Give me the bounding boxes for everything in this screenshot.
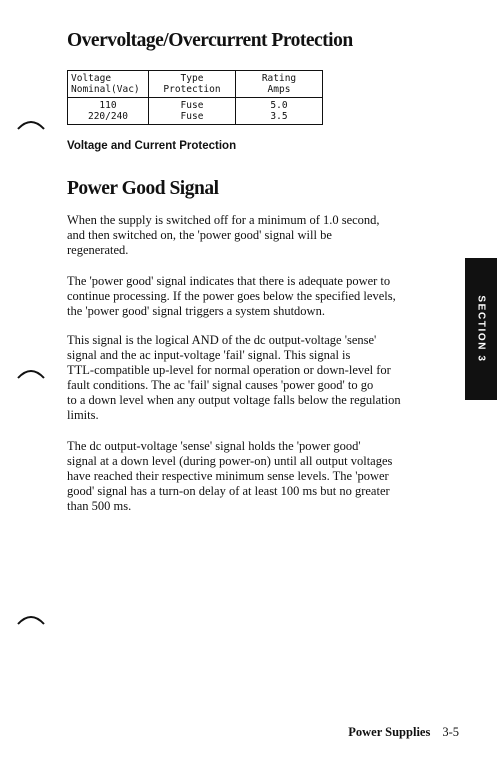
text-line: TTL-compatible up-level for normal operation or down-level for — [67, 363, 391, 377]
text-line: signal and the ac input-voltage 'fail' signal. This signal is — [67, 348, 351, 362]
table-caption: Voltage and Current Protection — [67, 140, 237, 152]
text-line: When the supply is switched off for a minimum of 1.0 second, — [67, 213, 380, 227]
text-line: The 'power good' signal indicates that there is adequate power to — [67, 274, 391, 288]
text-line: have reached their respective minimum sense levels. The 'power — [67, 469, 389, 483]
binder-hole-mark — [16, 612, 46, 626]
text-line: The dc output-voltage 'sense' signal holds the 'power good' — [67, 439, 361, 453]
section-tab — [465, 258, 497, 400]
cell-voltage: 110 220/240 — [68, 98, 149, 125]
table-header-row — [68, 71, 323, 98]
text-line: This signal is the logical AND of the dc output-voltage 'sense' — [67, 333, 377, 347]
text-line: the 'power good' signal triggers a system shutdown. — [67, 304, 325, 318]
text-line: limits. — [67, 408, 99, 422]
text-line: and then switched on, the 'power good' signal will be — [67, 228, 332, 242]
cell-type: Fuse Fuse — [149, 98, 236, 125]
text-line: continue processing. If the power goes below the specified levels, — [67, 289, 396, 303]
section-title-protection: Overvoltage/Overcurrent Protection — [67, 30, 353, 51]
binder-hole-mark — [16, 117, 46, 131]
section-title-power-good: Power Good Signal — [67, 178, 219, 199]
column-header-rating: Rating Amps — [236, 71, 323, 98]
table-row — [68, 98, 323, 125]
paragraph-logical-and — [67, 333, 467, 423]
text-line: fault conditions. The ac 'fail' signal causes 'power good' to go — [67, 378, 374, 392]
page-footer — [348, 725, 459, 740]
text-line: signal at a down level (during power-on) until all output voltages — [67, 454, 393, 468]
paragraph-regeneration — [67, 213, 467, 258]
paragraph-sense-signal — [67, 439, 467, 514]
footer-chapter-title: Power Supplies — [348, 725, 431, 739]
column-header-voltage: Voltage Nominal(Vac) — [68, 71, 149, 98]
page-number: 3-5 — [442, 725, 459, 739]
binder-hole-mark — [16, 366, 46, 380]
column-header-type: Type Protection — [149, 71, 236, 98]
cell-rating: 5.0 3.5 — [236, 98, 323, 125]
text-line: to a down level when any output voltage falls below the regulation — [67, 393, 401, 407]
section-tab-label: SECTION 3 — [475, 295, 487, 363]
text-line: good' signal has a turn-on delay of at least 100 ms but no greater — [67, 484, 390, 498]
protection-table — [67, 70, 323, 125]
text-line: regenerated. — [67, 243, 129, 257]
text-line: than 500 ms. — [67, 499, 132, 513]
paragraph-adequate-power — [67, 274, 467, 319]
